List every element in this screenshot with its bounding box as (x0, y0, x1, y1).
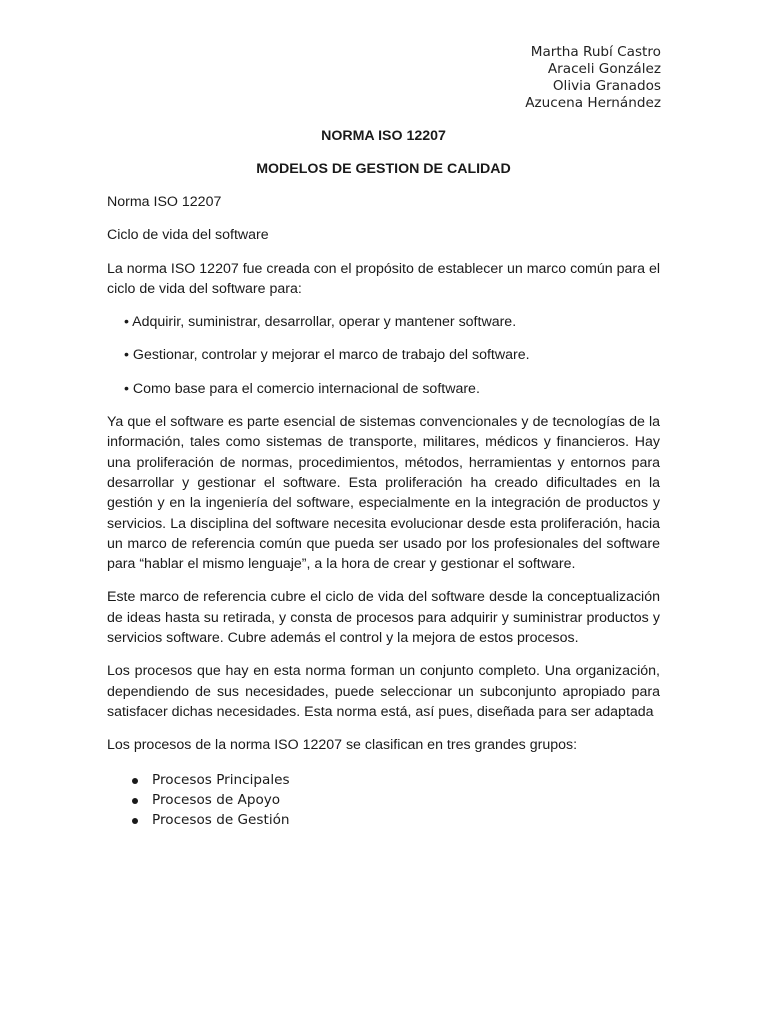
bullet-icon (132, 818, 138, 824)
body-paragraph: Los procesos de la norma ISO 12207 se clasifican en tres grandes grupos: (107, 737, 578, 754)
author-name: Martha Rubí Castro (530, 44, 661, 60)
text-line: Ciclo de vida del software (107, 227, 269, 244)
bullet-icon (132, 798, 138, 804)
author-name: Araceli González (547, 61, 661, 77)
author-name: Azucena Hernández (525, 95, 661, 111)
list-item-label: Procesos de Gestión (152, 812, 290, 829)
purpose-item: • Adquirir, suministrar, desarrollar, operar y mantener software. (124, 314, 517, 331)
body-paragraph: Este marco de referencia cubre el ciclo de vida del software desde la conceptualización de ideas hasta su retirada, y consta de procesos para adquirir y suministrar productos y servicios software. Cubre además el control y la mejora de estos procesos. (107, 589, 660, 647)
purpose-item: • Como base para el comercio internacional de software. (124, 380, 480, 397)
purpose-item: • Gestionar, controlar y mejorar el marco de trabajo del software. (124, 347, 530, 364)
text-line: Norma ISO 12207 (107, 194, 222, 210)
author-list (525, 44, 661, 112)
list-item (107, 810, 660, 830)
document-title: NORMA ISO 12207 (321, 128, 446, 144)
process-groups-list (107, 770, 660, 831)
document-subtitle: MODELOS DE GESTION DE CALIDAD (256, 161, 511, 177)
body-paragraph: Los procesos que hay en esta norma forman un conjunto completo. Una organización, dependiendo de sus necesidades, puede seleccionar un subconjunto apropiado para satisfacer dichas necesidades. Esta norma está, así pues, diseñada para ser adaptada (107, 663, 660, 720)
body-paragraph: Ya que el software es parte esencial de sistemas convencionales y de tecnologías de la información, tales como sistemas de transporte, militares, médicos y financieros. Hay una proliferación de normas, procedimientos, métodos, herramientas y entornos para desarrollar y gestionar el software. Esta proliferación ha creado dificultades en la gestión y en la ingeniería del software, especialmente en la integración de productos y servicios. La disciplina del software necesita evolucionar desde esta proliferación, hacia un marco de referencia común que pueda ser usado por los profesionales del software para “hablar el mismo lenguaje”, a la hora de crear y gestionar el software. (107, 414, 660, 573)
document-body (107, 126, 660, 831)
intro-paragraph: La norma ISO 12207 fue creada con el propósito de establecer un marco común para el ciclo de vida del software para: (107, 260, 660, 297)
list-item-label: Procesos de Apoyo (152, 791, 281, 808)
bullet-icon (132, 778, 138, 784)
list-item-label: Procesos Principales (152, 771, 290, 788)
author-name: Olivia Granados (552, 78, 661, 94)
list-item (107, 770, 660, 790)
list-item (107, 790, 660, 810)
